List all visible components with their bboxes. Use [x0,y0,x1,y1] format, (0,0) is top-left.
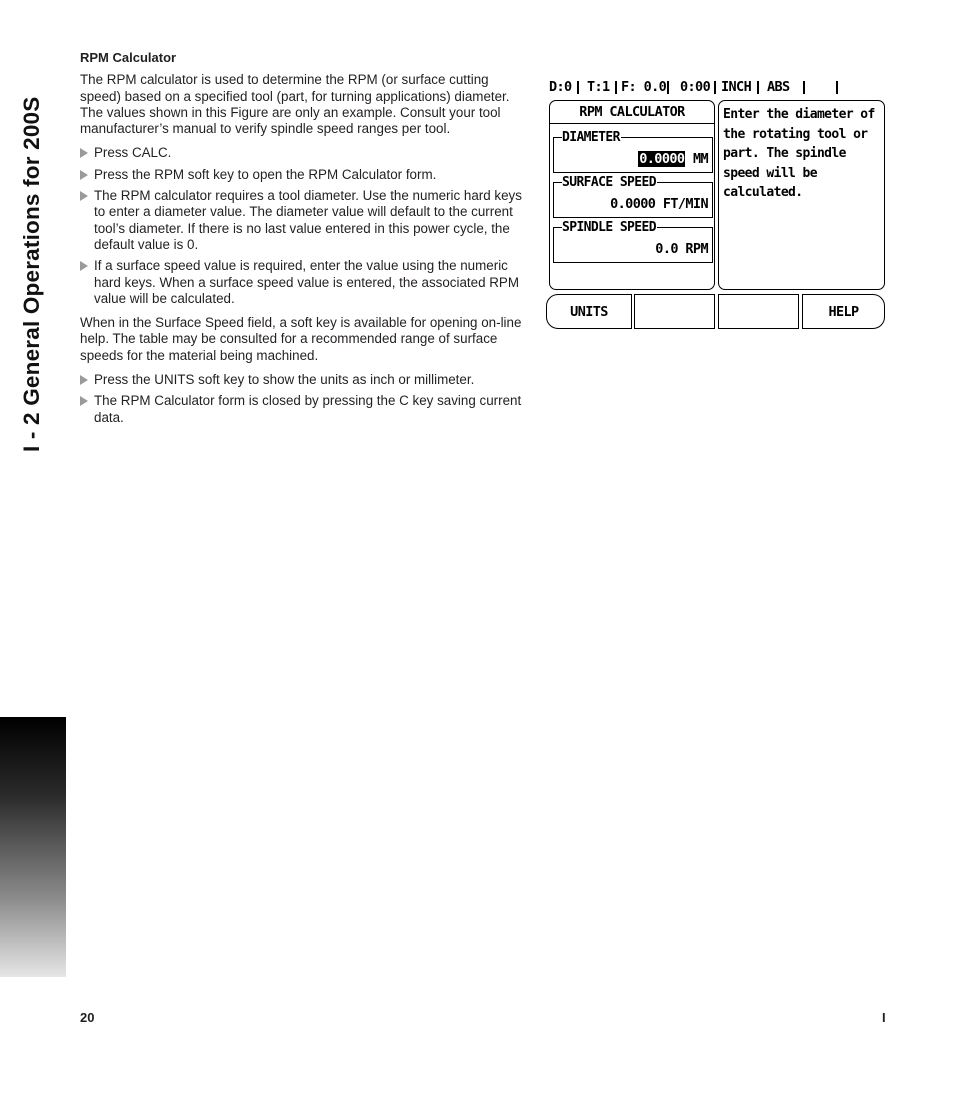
middle-paragraph: When in the Surface Speed field, a soft key is available for opening on-line help. The table may be consulted for a recommended range of surface speeds for the material being machined. [80,315,522,363]
help-panel [718,100,885,290]
list-item: The RPM Calculator form is closed by pressing the C key saving current data. [80,393,526,426]
triangle-bullet-icon [80,375,88,385]
chapter-side-title: I - 2 General Operations for 200S [19,96,44,452]
spindle-speed-field [553,220,713,263]
triangle-bullet-icon [80,261,88,271]
step-list-b [80,372,526,426]
status-bar [549,79,886,97]
intro-paragraph: The RPM calculator is used to determine the RPM (or surface cutting speed) based on a specified tool (part, for turning applications) diameter. The values shown in this Figure are only an example. Consult your tool manufacturer’s manual to verify spindle speed ranges per tool. [80,72,510,137]
status-units: INCH [721,79,752,95]
spindle-speed-value: 0.0 RPM [655,241,708,257]
status-divider [836,81,838,94]
status-datum: D:0 [549,79,572,95]
diameter-unit: MM [692,151,708,167]
chapter-tab-gradient [0,717,66,977]
surface-speed-field[interactable] [553,175,713,218]
section-heading: RPM Calculator [80,50,177,65]
spindle-speed-label: SPINDLE SPEED [562,220,656,235]
list-item: Press the UNITS soft key to show the units as inch or millimeter. [80,372,526,388]
triangle-bullet-icon [80,396,88,406]
list-item: If a surface speed value is required, enter the value using the numeric hard keys. When a surface speed value is entered, the associated RPM value will be calculated. [80,258,526,307]
step-list-a [80,145,526,307]
surface-speed-label: SURFACE SPEED [562,175,656,190]
chapter-marker: I [882,1010,886,1025]
surface-speed-value: 0.0000 FT/MIN [610,196,708,212]
text-column [80,50,526,434]
status-divider [615,81,617,94]
status-feed: F: 0.0 [621,79,667,95]
status-divider [577,81,579,94]
list-item: Press the RPM soft key to open the RPM Calculator form. [80,167,526,183]
triangle-bullet-icon [80,191,88,201]
status-timer: 0:00 [680,79,711,95]
page-number: 20 [80,1010,95,1025]
status-mode: ABS [767,79,790,95]
status-divider [714,81,716,94]
rpm-form [549,100,715,290]
form-title: RPM CALCULATOR [550,104,714,124]
softkey-3[interactable] [718,294,799,329]
status-divider [803,81,805,94]
list-item: Press CALC. [80,145,526,161]
rpm-calculator-screen [546,76,886,332]
status-divider [667,81,669,94]
diameter-input[interactable]: 0.0000 [639,151,685,167]
diameter-field[interactable] [553,130,713,173]
softkey-2[interactable] [634,294,715,329]
status-divider [757,81,759,94]
diameter-label: DIAMETER [562,130,620,145]
triangle-bullet-icon [80,148,88,158]
list-item: The RPM calculator requires a tool diameter. Use the numeric hard keys to enter a diameter value. The diameter value will default to the current tool’s diameter. If there is no last value entered in this power cycle, the default value is 0. [80,188,526,253]
triangle-bullet-icon [80,170,88,180]
status-tool: T:1 [587,79,610,95]
help-softkey[interactable]: HELP [802,294,885,329]
help-text: Enter the diameter of the rotating tool or part. The spindle speed will be calculated. [723,107,875,200]
units-softkey[interactable]: UNITS [546,294,632,329]
